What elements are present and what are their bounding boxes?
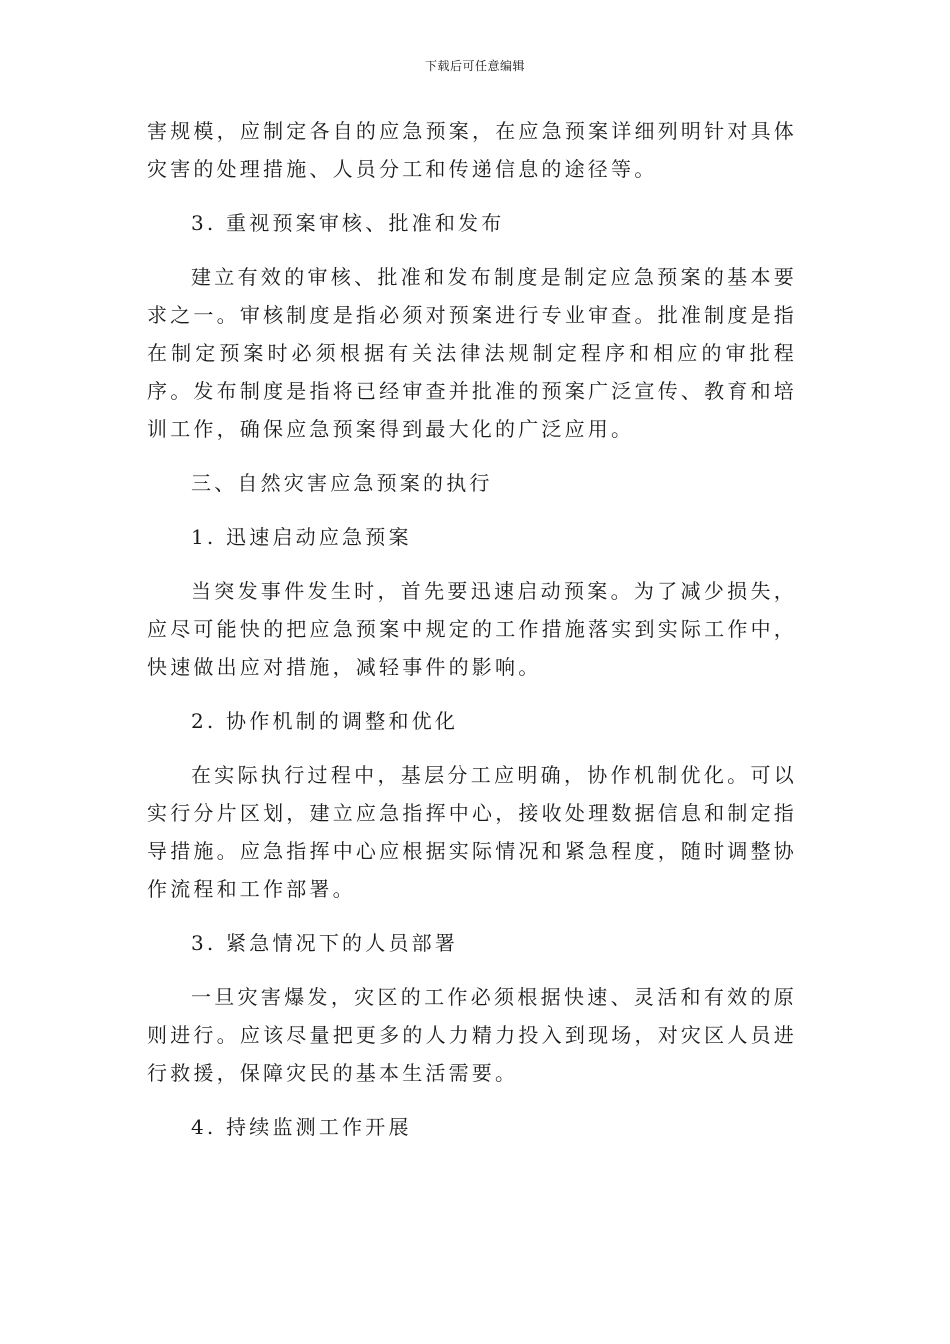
header-note: 下载后可任意编辑	[424, 59, 525, 73]
section-heading-coordination: 2. 协作机制的调整和优化	[191, 709, 459, 733]
paragraph-gap	[147, 686, 797, 702]
paragraph-quick-start: 当突发事件发生时，首先要迅速启动预案。为了减少损失，应尽可能快的把应急预案中规定的工作措施落实到实际工作中，快速做出应对措施，减轻事件的影响。	[147, 579, 797, 679]
paragraph-gap	[147, 740, 797, 756]
paragraph-gap	[147, 556, 797, 572]
paragraph-gap	[147, 962, 797, 978]
paragraph-gap	[147, 188, 797, 204]
document-body	[147, 112, 797, 1146]
paragraph-personnel: 一旦灾害爆发，灾区的工作必须根据快速、灵活和有效的原则进行。应该尽量把更多的人力精力投入到现场，对灾区人员进行救援，保障灾民的基本生活需要。	[147, 985, 797, 1085]
paragraph-gap	[147, 502, 797, 518]
section-heading-monitoring: 4. 持续监测工作开展	[191, 1115, 412, 1139]
section-heading-quick-start: 1. 迅速启动应急预案	[191, 525, 412, 549]
paragraph-gap	[147, 448, 797, 464]
chapter-heading-execution: 三、自然灾害应急预案的执行	[191, 471, 493, 495]
section-heading-personnel: 3. 紧急情况下的人员部署	[191, 931, 459, 955]
paragraph-gap	[147, 908, 797, 924]
paragraph-gap	[147, 1092, 797, 1108]
paragraph-continued: 害规模，应制定各自的应急预案，在应急预案详细列明针对具体灾害的处理措施、人员分工和传递信息的途径等。	[147, 119, 797, 181]
paragraph-gap	[147, 242, 797, 258]
section-heading-review-approval: 3. 重视预案审核、批准和发布	[191, 211, 505, 235]
paragraph-review-system: 建立有效的审核、批准和发布制度是制定应急预案的基本要求之一。审核制度是指必须对预案进行专业审查。批准制度是指在制定预案时必须根据有关法律法规制定程序和相应的审批程序。发布制度是指将已经审查并批准的预案广泛宣传、教育和培训工作，确保应急预案得到最大化的广泛应用。	[147, 265, 797, 441]
paragraph-coordination: 在实际执行过程中，基层分工应明确，协作机制优化。可以实行分片区划，建立应急指挥中心，接收处理数据信息和制定指导措施。应急指挥中心应根据实际情况和紧急程度，随时调整协作流程和工作部署。	[147, 763, 797, 901]
